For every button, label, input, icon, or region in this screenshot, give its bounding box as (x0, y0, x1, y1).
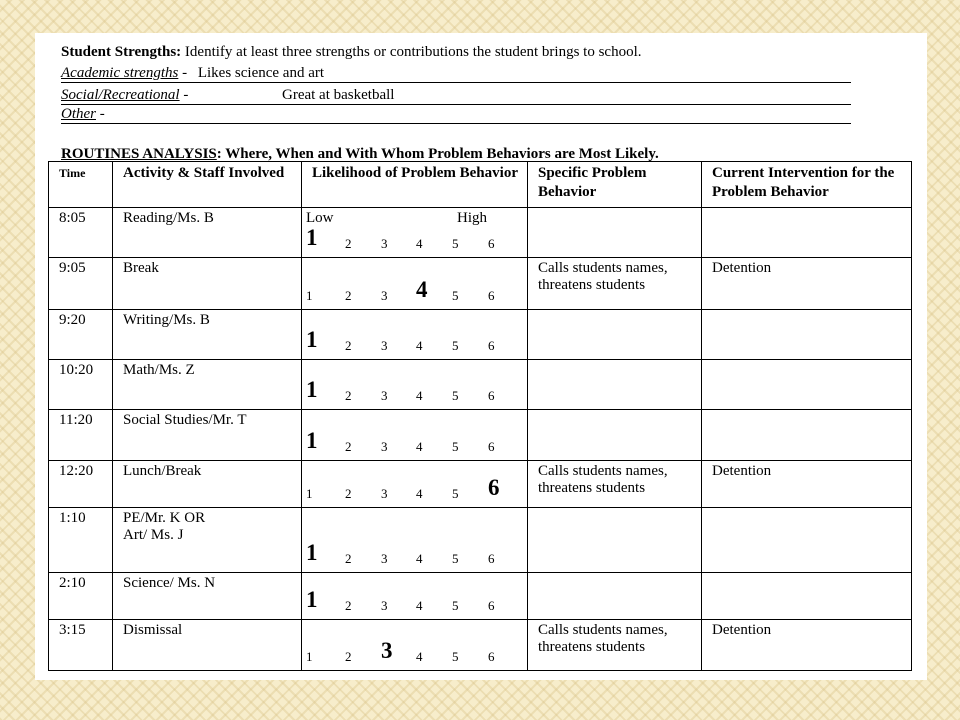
header-current-intervention: Current Intervention for the Problem Behavior (702, 162, 912, 208)
scale-number: 2 (345, 338, 352, 353)
scale-number: 4 (416, 236, 423, 251)
intervention-cell (702, 208, 912, 258)
time-cell: 3:15 (49, 620, 113, 671)
scale-number: 2 (345, 551, 352, 566)
likelihood-cell (302, 310, 528, 360)
scale-number-selected: 1 (306, 587, 318, 612)
likelihood-cell (302, 573, 528, 620)
form-page (35, 33, 927, 680)
scale-number: 4 (416, 551, 423, 566)
activity-cell: Lunch/Break (113, 461, 302, 508)
activity-cell: Science/ Ms. N (113, 573, 302, 620)
table-row (49, 258, 912, 310)
scale-number: 4 (416, 439, 423, 454)
scale-number-selected: 6 (488, 475, 500, 500)
scale-number-selected: 1 (306, 377, 318, 402)
table-row (49, 461, 912, 508)
header-activity-staff: Activity & Staff Involved (113, 162, 302, 208)
likelihood-cell (302, 410, 528, 461)
activity-cell: Writing/Ms. B (113, 310, 302, 360)
activity-cell: PE/Mr. K OR Art/ Ms. J (113, 508, 302, 573)
scale-number: 5 (452, 649, 459, 664)
likelihood-scale (306, 225, 496, 251)
header-specific-behavior: Specific Problem Behavior (528, 162, 702, 208)
other-strengths-dash: - (96, 106, 105, 122)
likelihood-cell (302, 461, 528, 508)
scale-number: 6 (488, 388, 495, 403)
intervention-cell: Detention (702, 258, 912, 310)
time-cell: 12:20 (49, 461, 113, 508)
other-strengths-label: Other (61, 106, 96, 122)
scale-number: 6 (488, 649, 495, 664)
scale-number: 2 (345, 486, 352, 501)
specific-behavior-cell: Calls students names, threatens students (528, 620, 702, 671)
scale-number: 5 (452, 598, 459, 613)
likelihood-scale (306, 475, 500, 501)
table-row (49, 208, 912, 258)
scale-number: 4 (416, 649, 423, 664)
scale-number: 4 (416, 388, 423, 403)
scale-number: 2 (345, 236, 352, 251)
specific-behavior-cell (528, 208, 702, 258)
time-cell: 8:05 (49, 208, 113, 258)
scale-number-selected: 1 (306, 540, 318, 565)
scale-high-label: High (457, 210, 487, 226)
activity-cell: Dismissal (113, 620, 302, 671)
activity-cell: Social Studies/Mr. T (113, 410, 302, 461)
time-cell: 10:20 (49, 360, 113, 410)
scale-number: 5 (452, 486, 459, 501)
likelihood-scale (306, 377, 496, 403)
routine-rows (49, 208, 912, 671)
specific-behavior-cell: Calls students names, threatens students (528, 461, 702, 508)
specific-behavior-cell (528, 360, 702, 410)
scale-number: 6 (488, 598, 495, 613)
likelihood-scale (306, 587, 496, 613)
strengths-heading: Student Strengths: (61, 44, 182, 60)
table-row (49, 573, 912, 620)
likelihood-cell (302, 360, 528, 410)
scale-number: 5 (452, 439, 459, 454)
table-row (49, 508, 912, 573)
scale-number: 1 (306, 486, 313, 501)
routines-analysis-title: ROUTINES ANALYSIS (61, 146, 217, 162)
routines-analysis-table (48, 161, 912, 671)
intervention-cell (702, 310, 912, 360)
activity-cell: Break (113, 258, 302, 310)
academic-strengths-dash: - (178, 65, 188, 81)
scale-number: 6 (488, 288, 495, 303)
activity-cell: Reading/Ms. B (113, 208, 302, 258)
scale-number: 3 (381, 338, 388, 353)
intervention-cell (702, 360, 912, 410)
specific-behavior-cell: Calls students names, threatens students (528, 258, 702, 310)
header-likelihood: Likelihood of Problem Behavior (302, 162, 528, 208)
scale-number: 3 (381, 439, 388, 454)
specific-behavior-cell (528, 508, 702, 573)
scale-low-label: Low (306, 210, 334, 226)
intervention-cell: Detention (702, 461, 912, 508)
scale-number: 2 (345, 288, 352, 303)
scale-number: 6 (488, 551, 495, 566)
scale-number: 4 (416, 486, 423, 501)
table-row (49, 620, 912, 671)
specific-behavior-cell (528, 573, 702, 620)
scale-number: 3 (381, 388, 388, 403)
scale-number-selected: 1 (306, 327, 318, 352)
specific-behavior-cell (528, 410, 702, 461)
routines-analysis-subtitle: : Where, When and With Whom Problem Behaviors are Most Likely. (216, 146, 659, 162)
social-recreational-label: Social/Recreational (61, 87, 180, 103)
scale-number-selected: 1 (306, 225, 318, 250)
time-cell: 2:10 (49, 573, 113, 620)
intervention-cell (702, 410, 912, 461)
scale-number: 5 (452, 338, 459, 353)
scale-number: 5 (452, 388, 459, 403)
scale-number: 1 (306, 649, 313, 664)
scale-number: 2 (345, 598, 352, 613)
scale-number: 5 (452, 288, 459, 303)
table-row (49, 360, 912, 410)
table-row (49, 310, 912, 360)
specific-behavior-cell (528, 310, 702, 360)
social-recreational-line (61, 86, 851, 105)
academic-strengths-value: Likes science and art (197, 65, 325, 81)
table-row (49, 410, 912, 461)
scale-number: 3 (381, 486, 388, 501)
scale-number: 2 (345, 388, 352, 403)
scale-number: 4 (416, 598, 423, 613)
social-recreational-dash: - (179, 87, 189, 103)
likelihood-cell (302, 258, 528, 310)
scale-number: 1 (306, 288, 313, 303)
likelihood-cell (302, 620, 528, 671)
scale-number: 6 (488, 439, 495, 454)
likelihood-scale (306, 540, 496, 566)
time-cell: 9:20 (49, 310, 113, 360)
likelihood-scale (306, 327, 496, 353)
scale-number: 6 (488, 236, 495, 251)
likelihood-scale (306, 638, 496, 664)
strengths-prompt-line (61, 43, 851, 61)
scale-number: 5 (452, 236, 459, 251)
scale-number: 3 (381, 551, 388, 566)
header-time: Time (49, 162, 113, 208)
academic-strengths-line (61, 64, 851, 83)
time-cell: 11:20 (49, 410, 113, 461)
scale-number: 3 (381, 236, 388, 251)
likelihood-scale (306, 277, 496, 303)
intervention-cell (702, 573, 912, 620)
table-header-row (49, 162, 912, 208)
scale-number-selected: 4 (416, 277, 428, 302)
scale-number: 3 (381, 598, 388, 613)
time-cell: 9:05 (49, 258, 113, 310)
scale-number: 5 (452, 551, 459, 566)
scale-number: 6 (488, 338, 495, 353)
academic-strengths-label: Academic strengths (61, 65, 179, 81)
activity-cell: Math/Ms. Z (113, 360, 302, 410)
scale-number: 3 (381, 288, 388, 303)
scale-number: 2 (345, 649, 352, 664)
scale-number-selected: 1 (306, 428, 318, 453)
other-strengths-line (61, 105, 851, 124)
intervention-cell: Detention (702, 620, 912, 671)
intervention-cell (702, 508, 912, 573)
scale-number-selected: 3 (381, 638, 393, 663)
likelihood-scale (306, 428, 496, 454)
time-cell: 1:10 (49, 508, 113, 573)
likelihood-cell (302, 208, 528, 258)
social-recreational-value: Great at basketball (282, 87, 395, 103)
scale-number: 4 (416, 338, 423, 353)
strengths-prompt: Identify at least three strengths or contributions the student brings to school. (181, 44, 642, 60)
likelihood-cell (302, 508, 528, 573)
scale-number: 2 (345, 439, 352, 454)
